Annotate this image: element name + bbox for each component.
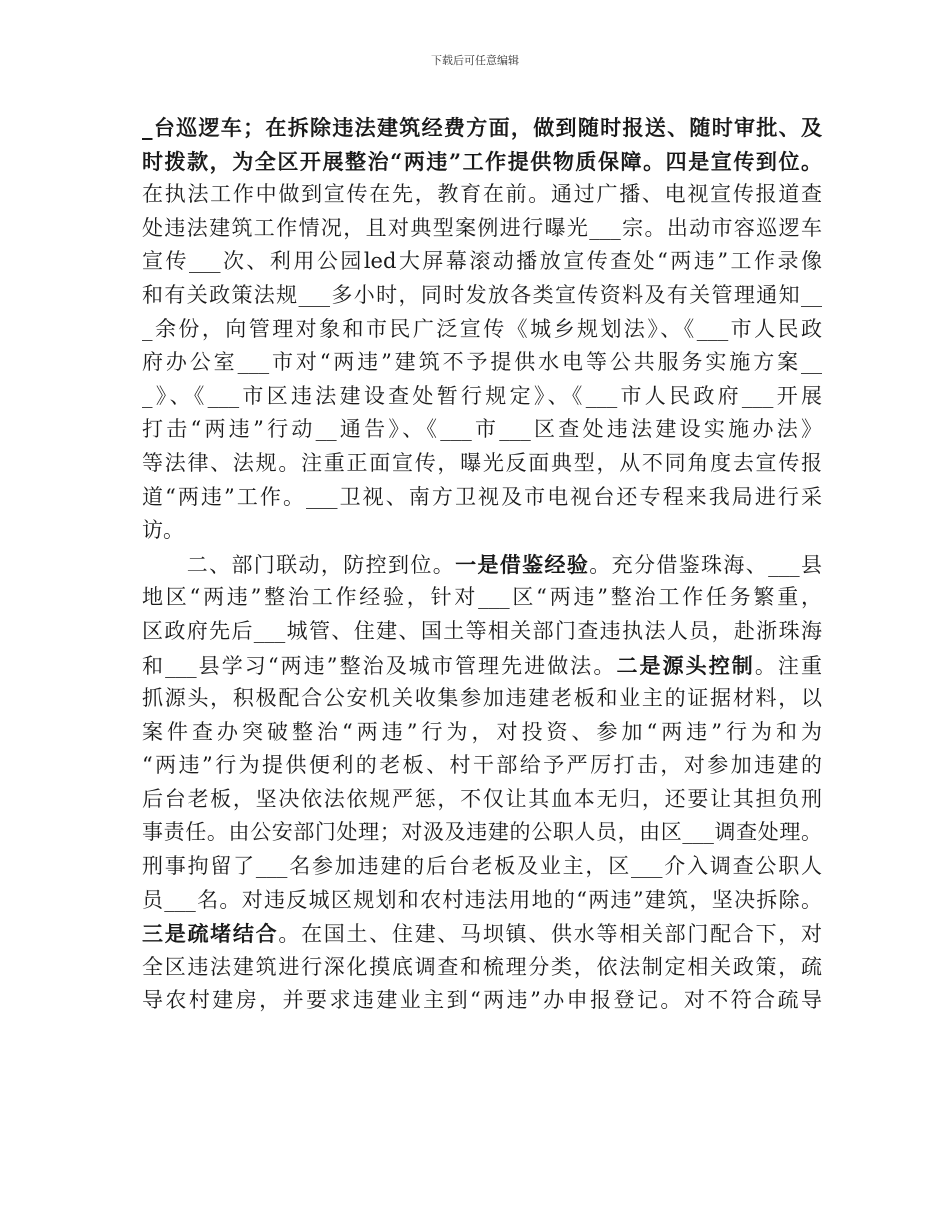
text-run: “两违”行为提供便利的老板、村干部给予严厉打击，对参加违建的	[142, 753, 822, 778]
text-line	[142, 145, 822, 179]
text-line	[142, 346, 822, 380]
text-run: 抓源头，积极配合公安机关收集参加违建老板和业主的证据材料，以	[142, 686, 822, 711]
text-line	[142, 884, 822, 918]
text-line	[142, 279, 822, 313]
text-run: 。充分借鉴珠海、___县	[589, 552, 823, 577]
text-run: 宣传___次、利用公园led大屏幕滚动播放宣传查处“两违”工作录像	[142, 249, 822, 274]
text-line	[142, 783, 822, 817]
text-run: 后台老板，坚决依法依规严惩，不仅让其血本无归，还要让其担负刑	[142, 786, 822, 811]
text-run: 道“两违”工作。___卫视、南方卫视及市电视台还专程来我局进行采	[142, 484, 822, 509]
text-line	[142, 413, 822, 447]
text-run: 全区违法建筑进行深化摸底调查和梳理分类，依法制定相关政策，疏	[142, 954, 822, 979]
text-line	[142, 178, 822, 212]
text-run: 和___县学习“两违”整治及城市管理先进做法。	[142, 653, 617, 678]
text-run: 。注重	[754, 653, 822, 678]
text-line	[142, 816, 822, 850]
text-run: 府办公室___市对“两违”建筑不予提供水电等公共服务实施方案__	[142, 350, 822, 375]
text-line	[142, 481, 822, 515]
text-run: 在执法工作中做到宣传在先，教育在前。通过广播、电视宣传报道查	[142, 182, 822, 207]
text-line	[142, 581, 822, 615]
text-line	[142, 716, 822, 750]
text-run: 导农村建房，并要求违建业主到“两违”办申报登记。对不符合疏导	[142, 988, 822, 1013]
text-run: 处违法建筑工作情况，且对典型案例进行曝光___宗。出动市容巡逻车	[142, 215, 822, 240]
text-line	[142, 111, 822, 145]
text-run: 访。	[142, 518, 184, 543]
text-line	[142, 917, 822, 951]
text-run: 地区“两违”整治工作经验，针对___区“两违”整治工作任务繁重，	[142, 585, 822, 610]
text-line	[142, 749, 822, 783]
bold-text-run: _台巡逻车；在拆除违法建筑经费方面，做到随时报送、随时审批、及	[142, 115, 822, 140]
body-text	[142, 111, 822, 1018]
bold-text-run: 一是借鉴经验	[455, 551, 590, 577]
text-line	[142, 447, 822, 481]
text-run: _》、《___市区违法建设查处暂行规定》、《___市人民政府___开展	[142, 383, 822, 408]
text-run: 等法律、法规。注重正面宣传，曝光反面典型，从不同角度去宣传报	[142, 450, 822, 475]
text-run: 。在国土、住建、马坝镇、供水等相关部门配合下，对	[278, 922, 823, 947]
page-header: 下载后可任意编辑	[431, 54, 519, 67]
bold-text-run: 三是疏堵结合	[142, 921, 279, 947]
text-line	[142, 649, 822, 683]
text-line	[142, 212, 822, 246]
text-line	[142, 548, 822, 582]
text-line	[142, 245, 822, 279]
text-run: 区政府先后___城管、住建、国土等相关部门查违执法人员，赴浙珠海	[142, 618, 822, 643]
text-line	[142, 380, 822, 414]
text-run: 员___名。对违反城区规划和农村违法用地的“两违”建筑，坚决拆除。	[142, 887, 822, 912]
text-line	[142, 313, 822, 347]
text-run: 刑事拘留了___名参加违建的后台老板及业主，区___介入调查公职人	[142, 854, 822, 879]
text-line	[142, 850, 822, 884]
text-line	[142, 514, 822, 548]
text-line	[142, 951, 822, 985]
text-run: 事责任。由公安部门处理；对汲及违建的公职人员，由区___调查处理。	[142, 820, 822, 845]
text-run: 打击“两违”行动__通告》、《___市___区查处违法建设实施办法》	[142, 417, 822, 442]
text-line	[142, 682, 822, 716]
bold-text-run: 二是源头控制	[616, 652, 755, 678]
text-line	[142, 984, 822, 1018]
text-run: _余份，向管理对象和市民广泛宣传《城乡规划法》、《___市人民政	[142, 316, 822, 341]
text-run: 案件查办突破整治“两违”行为，对投资、参加“两违”行为和为	[142, 719, 822, 744]
text-run: 二、部门联动，防控到位。	[142, 552, 456, 577]
text-line	[142, 615, 822, 649]
text-run: 和有关政策法规___多小时，同时发放各类宣传资料及有关管理通知__	[142, 282, 822, 307]
bold-text-run: 时拨款，为全区开展整治“两违”工作提供物质保障。四是宣传到位。	[142, 148, 822, 174]
